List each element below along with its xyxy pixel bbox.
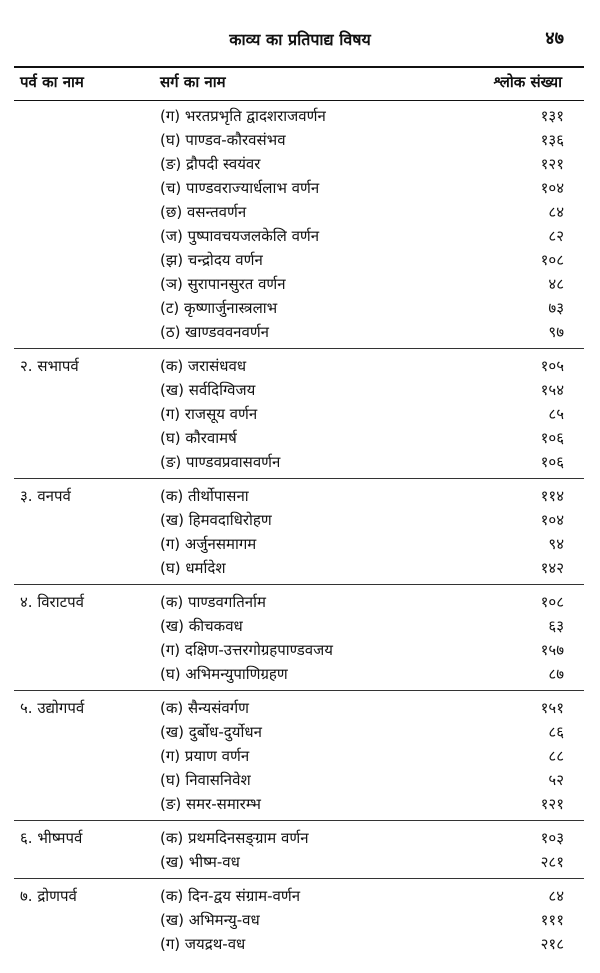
table-row — [0, 850, 600, 874]
table-row — [0, 532, 600, 556]
shloka-count: ६३ — [548, 617, 564, 635]
table-row — [0, 590, 600, 614]
table-row — [0, 128, 600, 152]
sarga-name: (ज) पुष्पावचयजलकेलि वर्णन — [160, 227, 320, 245]
shloka-count: ८४ — [548, 203, 564, 221]
table-row — [0, 484, 600, 508]
shloka-count: १५१ — [540, 699, 564, 717]
table-row — [0, 450, 600, 474]
sarga-name: (घ) अभिमन्युपाणिग्रहण — [160, 665, 288, 683]
table-row — [0, 378, 600, 402]
table-top-rule — [14, 66, 584, 68]
table-row — [0, 908, 600, 932]
table-row — [0, 272, 600, 296]
table-row — [0, 508, 600, 532]
table-row — [0, 248, 600, 272]
sarga-name: (ट) कृष्णार्जुनास्त्रलाभ — [160, 299, 278, 317]
shloka-count: ११४ — [540, 487, 564, 505]
table-row — [0, 696, 600, 720]
sarga-name: (ग) जयद्रथ-वध — [160, 935, 246, 953]
shloka-count: २८१ — [540, 853, 564, 871]
table-row — [0, 402, 600, 426]
shloka-count: १२१ — [540, 155, 564, 173]
column-header-sarga: सर्ग का नाम — [160, 73, 226, 91]
table-row — [0, 792, 600, 816]
sarga-name: (घ) कौरवामर्ष — [160, 429, 237, 447]
sarga-name: (च) पाण्डवराज्यार्धलाभ वर्णन — [160, 179, 320, 197]
running-title: काव्य का प्रतिपाद्य विषय — [229, 30, 371, 49]
shloka-count: १०३ — [540, 829, 564, 847]
shloka-count: १०६ — [540, 429, 564, 447]
table-row — [0, 354, 600, 378]
sarga-name: (क) सैन्यसंवर्गण — [160, 699, 250, 717]
shloka-count: ८२ — [548, 227, 564, 245]
table-row — [0, 768, 600, 792]
table-row — [0, 176, 600, 200]
table-row — [0, 320, 600, 344]
sarga-name: (ञ) सुरापानसुरत वर्णन — [160, 275, 286, 293]
shloka-count: १३१ — [540, 107, 564, 125]
shloka-count: १०८ — [540, 593, 564, 611]
sarga-name: (छ) वसन्तवर्णन — [160, 203, 247, 221]
sarga-name: (ङ) समर-समारम्भ — [160, 795, 261, 813]
table-row — [0, 104, 600, 128]
shloka-count: १५७ — [540, 641, 564, 659]
shloka-count: ४८ — [548, 275, 564, 293]
table-row — [0, 826, 600, 850]
shloka-count: ८५ — [548, 405, 564, 423]
table-row — [0, 638, 600, 662]
parva-name: ३. वनपर्व — [20, 487, 71, 505]
sarga-name: (ख) दुर्बोध-दुर्योधन — [160, 723, 262, 741]
sarga-name: (ग) राजसूय वर्णन — [160, 405, 258, 423]
page-number: ४७ — [545, 28, 564, 49]
table-row — [0, 932, 600, 956]
sarga-name: (क) प्रथमदिनसङ्ग्राम वर्णन — [160, 829, 309, 847]
shloka-count: १५४ — [540, 381, 564, 399]
sarga-name: (ख) कीचकवध — [160, 617, 243, 635]
shloka-count: ८७ — [548, 665, 564, 683]
shloka-count: ७३ — [548, 299, 564, 317]
table-row — [0, 720, 600, 744]
sarga-name: (ग) भरतप्रभृति द्वादशराजवर्णन — [160, 107, 326, 125]
sarga-name: (ङ) पाण्डवप्रवासवर्णन — [160, 453, 281, 471]
sarga-name: (क) दिन-द्वय संग्राम-वर्णन — [160, 887, 301, 905]
sarga-name: (ख) भीष्म-वध — [160, 853, 240, 871]
table-row — [0, 200, 600, 224]
table-row — [0, 224, 600, 248]
sarga-name: (क) जरासंधवध — [160, 357, 247, 375]
table-body — [0, 104, 600, 956]
shloka-count: १३६ — [540, 131, 564, 149]
table-row — [0, 296, 600, 320]
table-row — [0, 556, 600, 580]
shloka-count: २१८ — [540, 935, 564, 953]
parva-name: ५. उद्योगपर्व — [20, 699, 85, 717]
table-row — [0, 884, 600, 908]
page-bottom-edge — [0, 958, 600, 973]
shloka-count: ९७ — [548, 323, 564, 341]
table-row — [0, 426, 600, 450]
sarga-name: (क) पाण्डवगतिर्नाम — [160, 593, 266, 611]
shloka-count: ८४ — [548, 887, 564, 905]
sarga-name: (क) तीर्थोपासना — [160, 487, 249, 505]
sarga-name: (ग) प्रयाण वर्णन — [160, 747, 250, 765]
parva-name: ६. भीष्मपर्व — [20, 829, 83, 847]
table-row — [0, 614, 600, 638]
header-bottom-rule — [14, 100, 584, 101]
shloka-count: १०५ — [540, 357, 564, 375]
sarga-name: (ग) दक्षिण-उत्तरगोग्रहपाण्डवजय — [160, 641, 333, 659]
shloka-count: १४२ — [540, 559, 564, 577]
parva-name: ७. द्रोणपर्व — [20, 887, 77, 905]
shloka-count: १०४ — [540, 511, 564, 529]
sarga-name: (ख) हिमवदाधिरोहण — [160, 511, 272, 529]
sarga-name: (ख) सर्वदिग्विजय — [160, 381, 256, 399]
shloka-count: १०४ — [540, 179, 564, 197]
shloka-count: १०६ — [540, 453, 564, 471]
sarga-name: (ङ) द्रौपदी स्वयंवर — [160, 155, 261, 173]
sarga-name: (ख) अभिमन्यु-वध — [160, 911, 260, 929]
parva-name: ४. विराटपर्व — [20, 593, 85, 611]
sarga-name: (ठ) खाण्डववनवर्णन — [160, 323, 270, 341]
sarga-name: (घ) धर्मादेश — [160, 559, 226, 577]
sarga-name: (घ) निवासनिवेश — [160, 771, 251, 789]
sarga-name: (घ) पाण्डव-कौरवसंभव — [160, 131, 286, 149]
table-row — [0, 662, 600, 686]
table-row — [0, 152, 600, 176]
column-header-shloka: श्लोक संख्या — [493, 73, 562, 91]
shloka-count: ९४ — [548, 535, 564, 553]
parva-name: २. सभापर्व — [20, 357, 79, 375]
shloka-count: १०८ — [540, 251, 564, 269]
sarga-name: (झ) चन्द्रोदय वर्णन — [160, 251, 263, 269]
shloka-count: ८६ — [548, 723, 564, 741]
shloka-count: १११ — [540, 911, 564, 929]
shloka-count: ८८ — [548, 747, 564, 765]
shloka-count: ५२ — [548, 771, 564, 789]
shloka-count: १२१ — [540, 795, 564, 813]
column-header-parva: पर्व का नाम — [20, 73, 84, 91]
sarga-name: (ग) अर्जुनसमागम — [160, 535, 257, 553]
table-row — [0, 744, 600, 768]
page-header — [0, 24, 600, 54]
